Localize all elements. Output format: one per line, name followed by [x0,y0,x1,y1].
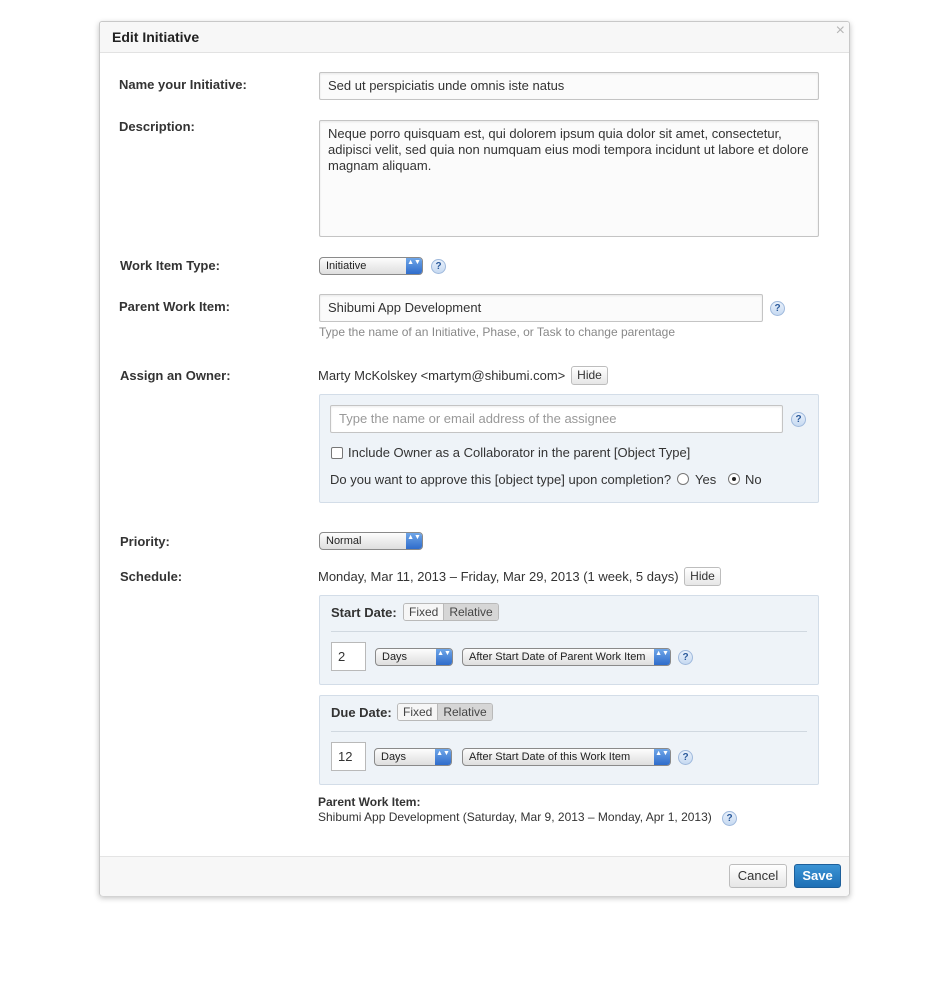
approve-question: Do you want to approve this [object type] upon completion? [330,472,672,487]
cancel-button[interactable]: Cancel [729,864,787,888]
priority-value: Normal [326,535,362,547]
save-button[interactable]: Save [794,864,841,888]
approve-no-label: No [745,472,762,487]
owner-hide-button[interactable]: Hide [571,366,608,385]
schedule-summary: Monday, Mar 11, 2013 – Friday, Mar 29, 2013 (1 week, 5 days) [318,569,679,584]
owner-panel [319,394,819,503]
help-icon[interactable]: ? [678,650,693,665]
description-label: Description: [119,119,195,134]
due-date-mode-toggle [397,703,493,721]
start-date-panel [319,595,819,685]
schedule-label: Schedule: [120,569,183,584]
approve-no-radio[interactable] [728,473,740,485]
parent-info-label: Parent Work Item: [318,795,421,809]
due-unit-value: Days [381,751,407,763]
dialog-title: Edit Initiative [112,29,200,45]
start-unit-value: Days [382,651,408,663]
help-icon[interactable]: ? [770,301,785,316]
approve-yes-radio[interactable] [677,473,689,485]
select-arrow-icon: ▲▼ [435,749,451,765]
due-reference-value: After Start Date of this Work Item [469,751,631,763]
due-unit-select[interactable] [374,748,452,766]
start-reference-select[interactable] [462,648,671,666]
name-label: Name your Initiative: [119,77,247,92]
select-arrow-icon: ▲▼ [406,258,422,274]
assign-owner-label: Assign an Owner: [120,368,231,383]
start-date-mode-toggle [403,603,499,621]
description-textarea[interactable]: Neque porro quisquam est, qui dolorem ipsum quia dolor sit amet, consectetur, adipisci velit, sed quia non numquam eius modi tempora incidunt ut labore et dolore magnam aliquam. [319,120,819,237]
help-icon[interactable]: ? [722,811,737,826]
parent-work-item-input[interactable]: Shibumi App Development [319,294,763,322]
help-icon[interactable]: ? [678,750,693,765]
work-item-type-select[interactable] [319,257,423,275]
due-reference-select[interactable] [462,748,671,766]
due-amount-input[interactable]: 12 [331,742,366,771]
divider [331,731,807,732]
dialog-footer [100,856,849,896]
collaborator-label: Include Owner as a Collaborator in the parent [Object Type] [348,445,691,460]
due-date-panel [319,695,819,785]
start-amount-input[interactable]: 2 [331,642,366,671]
approve-yes-label: Yes [695,472,717,487]
name-input[interactable]: Sed ut perspiciatis unde omnis iste natus [319,72,819,100]
parent-info-text: Shibumi App Development (Saturday, Mar 9, 2013 – Monday, Apr 1, 2013) [318,810,712,824]
due-fixed-option[interactable]: Fixed [398,704,437,720]
work-item-type-label: Work Item Type: [120,258,220,273]
select-arrow-icon: ▲▼ [654,649,670,665]
schedule-hide-button[interactable]: Hide [684,567,721,586]
due-relative-option[interactable]: Relative [437,704,491,720]
parent-work-item-hint: Type the name of an Initiative, Phase, or Task to change parentage [319,325,676,339]
select-arrow-icon: ▲▼ [436,649,452,665]
work-item-type-value: Initiative [326,260,367,272]
parent-work-item-label: Parent Work Item: [119,299,231,314]
select-arrow-icon: ▲▼ [654,749,670,765]
close-icon[interactable]: × [835,22,845,39]
divider [331,631,807,632]
help-icon[interactable]: ? [431,259,446,274]
select-arrow-icon: ▲▼ [406,533,422,549]
collaborator-checkbox[interactable] [331,447,343,459]
start-fixed-option[interactable]: Fixed [404,604,443,620]
start-relative-option[interactable]: Relative [443,604,497,620]
help-icon[interactable]: ? [791,412,806,427]
owner-current: Marty McKolskey <martym@shibumi.com> [318,368,566,383]
assignee-input[interactable]: Type the name or email address of the assignee [330,405,783,433]
start-unit-select[interactable] [375,648,453,666]
priority-select[interactable] [319,532,423,550]
due-date-label: Due Date: [331,705,392,720]
start-reference-value: After Start Date of Parent Work Item [469,651,646,663]
start-date-label: Start Date: [331,605,397,620]
priority-label: Priority: [120,534,170,549]
dialog-header [100,22,849,53]
edit-initiative-dialog [99,21,850,896]
